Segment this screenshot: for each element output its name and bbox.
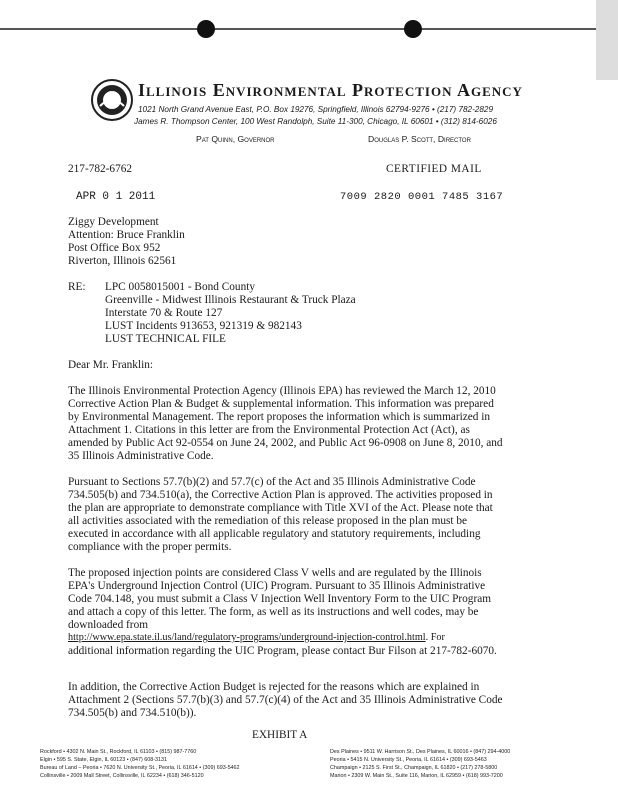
paragraph-line: the plan are appropriate to demonstrate compliance with Title XVI of the Act. Please note that xyxy=(68,502,493,514)
recipient-line: Riverton, Illinois 62561 xyxy=(68,255,177,267)
paragraph-line: additional information regarding the UIC Program, please contact Bur Filson at 217-782-6070. xyxy=(68,645,497,657)
paragraph-line: Corrective Action Plan & Budget & supplemental information. This information was prepared xyxy=(68,398,494,410)
footer-office: Champaign • 2125 S. First St., Champaign, IL 61820 • (217) 278-5800 xyxy=(330,765,498,771)
salutation: Dear Mr. Franklin: xyxy=(68,359,154,371)
tracking-number: 7009 2820 0001 7485 3167 xyxy=(340,191,504,203)
governor-name: Pat Quinn, Governor xyxy=(196,134,275,144)
re-line: LPC 0058015001 - Bond County xyxy=(105,281,256,293)
agency-address-springfield: 1021 North Grand Avenue East, P.O. Box 19276, Springfield, Illinois 62794-9276 • (217) 782-2829 xyxy=(138,105,494,114)
recipient-line: Attention: Bruce Franklin xyxy=(68,229,185,241)
paragraph-line: compliance with the proper permits. xyxy=(68,541,232,553)
recipient-line: Ziggy Development xyxy=(68,216,159,228)
re-line: LUST Incidents 913653, 921319 & 982143 xyxy=(105,320,302,332)
paragraph-line: downloaded from xyxy=(68,619,148,631)
paragraph-line: In addition, the Corrective Action Budget is rejected for the reasons which are explained in xyxy=(68,681,480,693)
director-name: Douglas P. Scott, Director xyxy=(368,134,471,144)
punch-hole xyxy=(197,20,215,38)
paragraph-line: Attachment 2 (Sections 57.7(b)(3) and 57.7(c)(4) of the Act and 35 Illinois Administrative Code xyxy=(68,694,503,706)
footer-office: Bureau of Land – Peoria • 7620 N. University St., Peoria, IL 61614 • (309) 693-5462 xyxy=(40,765,240,771)
paragraph-line: Pursuant to Sections 57.7(b)(2) and 57.7(c) of the Act and 35 Illinois Administrative Code xyxy=(68,476,476,488)
re-label: RE: xyxy=(68,281,86,293)
footer-office: Peoria • 5415 N. University St., Peoria, IL 61614 • (309) 693-5463 xyxy=(330,757,487,763)
paragraph-line: 734.505(b) and 734.510(a), the Corrective Action Plan is approved. The activities proposed in xyxy=(68,489,493,501)
footer-office: Collinsville • 2009 Mall Street, Collinsville, IL 62234 • (618) 346-5120 xyxy=(40,773,204,779)
scan-shadow xyxy=(596,0,618,80)
paragraph-line: by Environmental Management. The report proposes the information which is summarized in xyxy=(68,411,491,423)
footer-office: Des Plaines • 9511 W. Harrison St., Des Plaines, IL 60016 • (847) 294-4000 xyxy=(330,749,511,755)
paragraph-line: Code 704.148, you must submit a Class V Injection Well Inventory Form to the UIC Program xyxy=(68,593,492,605)
re-line: Greenville - Midwest Illinois Restaurant & Truck Plaza xyxy=(105,294,356,306)
paragraph-line: Attachment 1. Citations in this letter are from the Environmental Protection Act (Act), as xyxy=(68,424,470,436)
uic-link-line xyxy=(68,631,445,645)
certified-mail-label: CERTIFIED MAIL xyxy=(386,163,482,175)
punch-hole xyxy=(404,20,422,38)
paragraph-line: executed in accordance with all applicable regulatory and statutory requirements, including xyxy=(68,528,481,540)
date-stamp: APR 0 1 2011 xyxy=(76,191,156,203)
page-edge-line xyxy=(0,28,618,30)
paragraph-line: The proposed injection points are considered Class V wells and are regulated by the Illinois xyxy=(68,567,482,579)
paragraph-line: 734.505(b) and 734.510(b)). xyxy=(68,707,197,719)
paragraph-line: 35 Illinois Administrative Code. xyxy=(68,450,214,462)
agency-address-chicago: James R. Thompson Center, 100 West Randolph, Suite 11-300, Chicago, IL 60601 • (312) 814-6026 xyxy=(134,117,497,126)
re-line: LUST TECHNICAL FILE xyxy=(105,333,226,345)
paragraph-line: amended by Public Act 92-0554 on June 24, 2002, and Public Act 96-0908 on June 8, 2010, and xyxy=(68,437,503,449)
footer-office: Marion • 2309 W. Main St., Suite 116, Marion, IL 62959 • (618) 993-7200 xyxy=(330,773,503,779)
agency-name: Illinois Environmental Protection Agency xyxy=(138,80,523,100)
footer-office: Rockford • 4302 N. Main St., Rockford, IL 61103 • (815) 987-7760 xyxy=(40,749,197,755)
paragraph-line: EPA's Underground Injection Control (UIC) Program. Pursuant to 35 Illinois Administrative xyxy=(68,580,486,592)
agency-seal-icon xyxy=(90,78,134,122)
paragraph-line: and attach a copy of this letter. The form, as well as its instructions and well codes, may be xyxy=(68,606,479,618)
link-tail: . For xyxy=(425,632,445,643)
footer-office: Elgin • 595 S. State, Elgin, IL 60123 • (847) 608-3131 xyxy=(40,757,168,763)
phone-number: 217-782-6762 xyxy=(68,163,133,175)
recipient-line: Post Office Box 952 xyxy=(68,242,161,254)
re-line: Interstate 70 & Route 127 xyxy=(105,307,223,319)
uic-program-link[interactable]: http://www.epa.state.il.us/land/regulatory-programs/underground-injection-control.html xyxy=(68,632,426,643)
paragraph-line: all activities associated with the remediation of this release proposed in the plan must be xyxy=(68,515,468,527)
paragraph-line: The Illinois Environmental Protection Agency (Illinois EPA) has reviewed the March 12, 2010 xyxy=(68,385,496,397)
exhibit-label: EXHIBIT A xyxy=(252,729,308,741)
